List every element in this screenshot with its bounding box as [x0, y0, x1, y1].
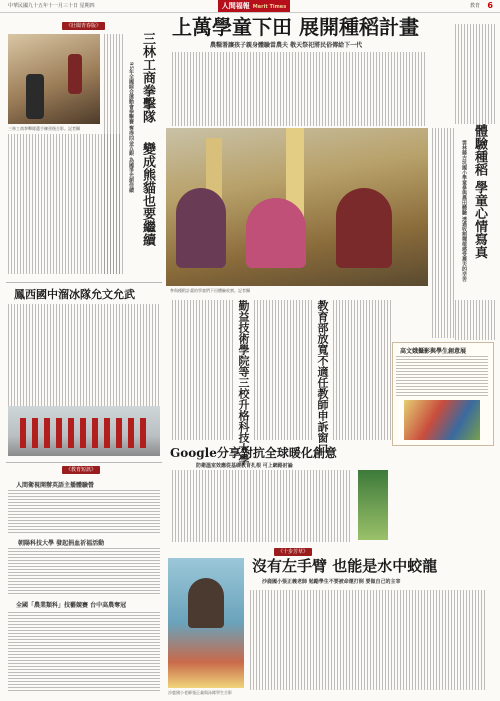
right-body-top	[455, 24, 495, 124]
bottom-caption: 沙鹿國小老師張正義與泳隊學生合影	[168, 690, 232, 695]
award-artwork	[404, 400, 480, 440]
edu-news-item-1: 人間衛視開辦英語主播體驗營	[16, 482, 95, 489]
dance-title: 鳳西國中溜冰隊允文允武	[14, 288, 135, 301]
dance-body	[8, 304, 160, 406]
award-body	[396, 356, 488, 396]
divider	[6, 282, 162, 283]
edu-news-body-1	[8, 490, 160, 534]
bottom-title: 沒有左手臂 也能是水中蛟龍	[252, 557, 438, 575]
mid-title-2: 勤益技術學院等三校升格科技大學	[237, 300, 250, 465]
boxing-body	[8, 134, 120, 274]
google-sub: 防衛溫室效應從基礎教育扎根 可上網路討論	[196, 463, 293, 469]
edu-news-item-3: 全國「農業類科」技藝競賽 台中高農奪冠	[16, 602, 127, 609]
mid-body-1	[254, 300, 314, 440]
google-body	[172, 470, 352, 542]
main-subheadline: 農糧署讓孩子親身體驗當農夫 敬天祭祀將民俗傳給下一代	[210, 42, 363, 49]
mid-title-1: 教育部放寬不適任教師申訴窗口	[316, 300, 329, 454]
edu-news-body-2	[8, 548, 160, 596]
boxing-photo	[8, 34, 100, 124]
bottom-sub: 沙鹿國小張正義老師 勉勵學生不要被命運打倒 要做自己的主宰	[262, 579, 401, 585]
mid-body-2	[172, 300, 234, 440]
masthead-logo: 人間福報 Merit Times	[218, 0, 290, 12]
right-title: 體驗種稻 學童心情寫真	[472, 124, 487, 259]
main-photo-caption: 參與種稻計畫的學童們下田體驗收割。記者攝	[170, 288, 250, 293]
boxing-title-b: 變成熊貓也要繼續	[140, 142, 155, 246]
bottom-body	[250, 590, 486, 690]
right-body	[432, 128, 456, 338]
rice-harvest-photo	[166, 128, 428, 286]
divider	[6, 462, 162, 463]
issue-date: 中華民國九十五年十一月三十日 星期四	[8, 3, 95, 9]
edu-news-tag: 《教育短訊》	[62, 466, 100, 474]
section-name: 教育	[469, 3, 480, 9]
google-title: Google分享對抗全球暖化創意	[170, 446, 337, 460]
google-photo	[358, 470, 388, 540]
page-number: 6	[487, 1, 493, 10]
edu-news-item-2: 朝陽科技大學 發起捐血祈福活動	[18, 540, 105, 547]
main-headline: 上萬學童下田 展開種稻計畫	[172, 15, 419, 39]
main-story-body	[172, 52, 426, 126]
award-title: 高文娥攝影與學生創意展	[400, 348, 467, 355]
dance-photo	[8, 406, 160, 456]
bottom-tag: 《十步芳草》	[274, 548, 312, 556]
mid-body-3	[333, 300, 391, 440]
edu-news-body-3	[8, 612, 160, 692]
boxing-title-a: 三林工商拳擊隊	[140, 32, 155, 123]
right-body-bottom	[455, 300, 495, 340]
boxing-caption: 三林工商拳擊隊選手練習後合影。記者攝	[8, 126, 80, 131]
right-sub: 雲林縣古坑國小學童參與農田體驗 透過收割種植感受農夫的辛苦	[461, 140, 467, 282]
boxing-tag: 《壯闊青春版》	[62, 22, 105, 30]
swimmer-photo	[168, 558, 244, 688]
boxing-sub: 95年全國綜合運動會拳擊賽 奪得四金五銀 為國爭光創佳績	[128, 62, 134, 193]
